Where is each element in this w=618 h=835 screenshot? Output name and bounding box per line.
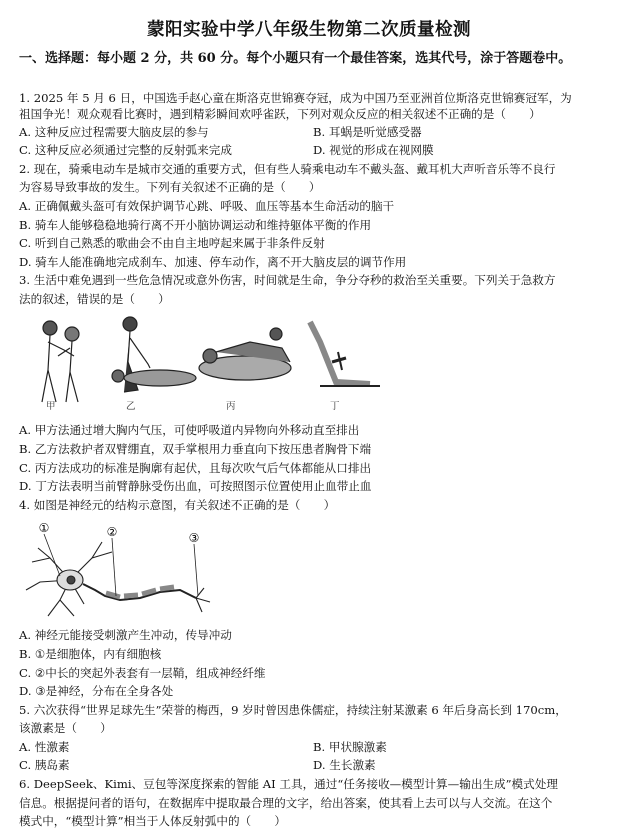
- neuron-diagram: [20, 518, 220, 622]
- cpr-figure: [112, 317, 196, 392]
- q4-option-a: A. 神经元能接受刺激产生冲动，传导冲动: [19, 628, 232, 642]
- q3-option-c: C. 丙方法成功的标准是胸廓有起伏，且每次吹气后气体都能从口排出: [19, 461, 372, 475]
- q2-option-d: D. 骑车人能准确地完成刹车、加速、停车动作，离不开大脑皮层的调节作用: [19, 255, 407, 269]
- q3-option-a: A. 甲方法通过增大胸内气压，可使呼吸道内异物向外移动直至排出: [19, 423, 360, 437]
- q1-option-c: C. 这种反应必须通过完整的反射弧来完成: [19, 143, 232, 157]
- q4-option-b: B. ①是细胞体，内有细胞核: [19, 647, 162, 661]
- q1-option-d: D. 视觉的形成在视网膜: [313, 143, 434, 157]
- q5-option-c: C. 胰岛素: [19, 758, 70, 772]
- q3-stem-line1: 3. 生活中难免遇到一些危急情况或意外伤害，时间就是生命，争分夺秒的救治至关重要。下列关于急救方: [19, 273, 556, 287]
- q5-stem-line2: 该激素是（ ）: [19, 721, 112, 735]
- q5-option-b: B. 甲状腺激素: [313, 740, 387, 754]
- q2-stem-line1: 2. 现在，骑乘电动车是城市交通的重要方式，但有些人骑乘电动车不戴头盔、戴耳机大声听音乐等不良行: [19, 162, 556, 176]
- exam-title: 蒙阳实验中学八年级生物第二次质量检测: [147, 20, 471, 40]
- q5-option-d: D. 生长激素: [313, 758, 376, 772]
- q1-option-a: A. 这种反应过程需要大脑皮层的参与: [19, 125, 209, 139]
- q4-option-d: D. ③是神经，分布在全身各处: [19, 684, 174, 698]
- q4-option-c: C. ②中长的突起外表套有一层鞘，组成神经纤维: [19, 666, 266, 680]
- q5-option-a: A. 性激素: [19, 740, 70, 754]
- caption-bing: 丙: [226, 401, 236, 412]
- heimlich-figure: [42, 321, 79, 402]
- q3-option-b: B. 乙方法救护者双臂绷直，双手掌根用力垂直向下按压患者胸骨下端: [19, 442, 372, 456]
- q1-stem-line1: 1. 2025 年 5 月 6 日，中国选手赵心童在斯洛克世锦赛夺冠，成为中国乃至亚洲首位斯洛克世锦赛冠军，为: [19, 91, 572, 105]
- q3-option-d: D. 丁方法表明当前臂静脉受伤出血，可按照图示位置使用止血带止血: [19, 479, 372, 493]
- neuron-label-2: ②: [106, 525, 118, 539]
- q2-stem-line2: 为容易导致事故的发生。下列有关叙述不正确的是（ ）: [19, 180, 321, 194]
- caption-jia: 甲: [46, 401, 56, 412]
- q4-stem: 4. 如图是神经元的结构示意图，有关叙述不正确的是（ ）: [19, 498, 336, 512]
- q2-option-c: C. 听到自己熟悉的歌曲会不由自主地哼起来属于非条件反射: [19, 236, 325, 250]
- rescue-breathing-figure: [199, 328, 291, 380]
- q1-stem-line2: 祖国争光！观众观看比赛时，遇到精彩瞬间欢呼雀跃，下列对观众反应的相关叙述不正确的是（ ）: [19, 107, 541, 121]
- q2-option-b: B. 骑车人能够稳稳地骑行离不开小脑协调运动和维持躯体平衡的作用: [19, 218, 372, 232]
- q5-stem-line1: 5. 六次获得“世界足球先生”荣誉的梅西，9 岁时曾因患侏儒症，持续注射某激素 6 年后身高长到 170cm，: [19, 703, 567, 717]
- q6-stem-line1: 6. DeepSeek、Kimi、豆包等深度探索的智能 AI 工具，通过“任务接收—模型计算—输出生成”模式处理: [19, 777, 558, 791]
- neuron-label-3: ③: [188, 531, 200, 545]
- q6-stem-line2: 信息。根据提问者的语句，在数据库中提取最合理的文字，给出答案，使其看上去可以与人交流。在这个: [19, 796, 553, 810]
- caption-yi: 乙: [126, 401, 136, 412]
- q2-option-a: A. 正确佩戴头盔可有效保护调节心跳、呼吸、血压等基本生命活动的脑干: [19, 199, 395, 213]
- q1-option-b: B. 耳蜗是听觉感受器: [313, 125, 422, 139]
- section-heading: 一、选择题：每小题 2 分，共 60 分。每个小题只有一个最佳答案，选其代号，涂于答题卷中。: [19, 51, 572, 66]
- tourniquet-figure: [310, 322, 380, 386]
- q6-stem-line3: 模式中，“模型计算”相当于人体反射弧中的（ ）: [19, 814, 286, 828]
- caption-ding: 丁: [330, 401, 340, 412]
- q3-stem-line2: 法的叙述，错误的是（ ）: [19, 292, 170, 306]
- neuron-label-1: ①: [38, 521, 50, 535]
